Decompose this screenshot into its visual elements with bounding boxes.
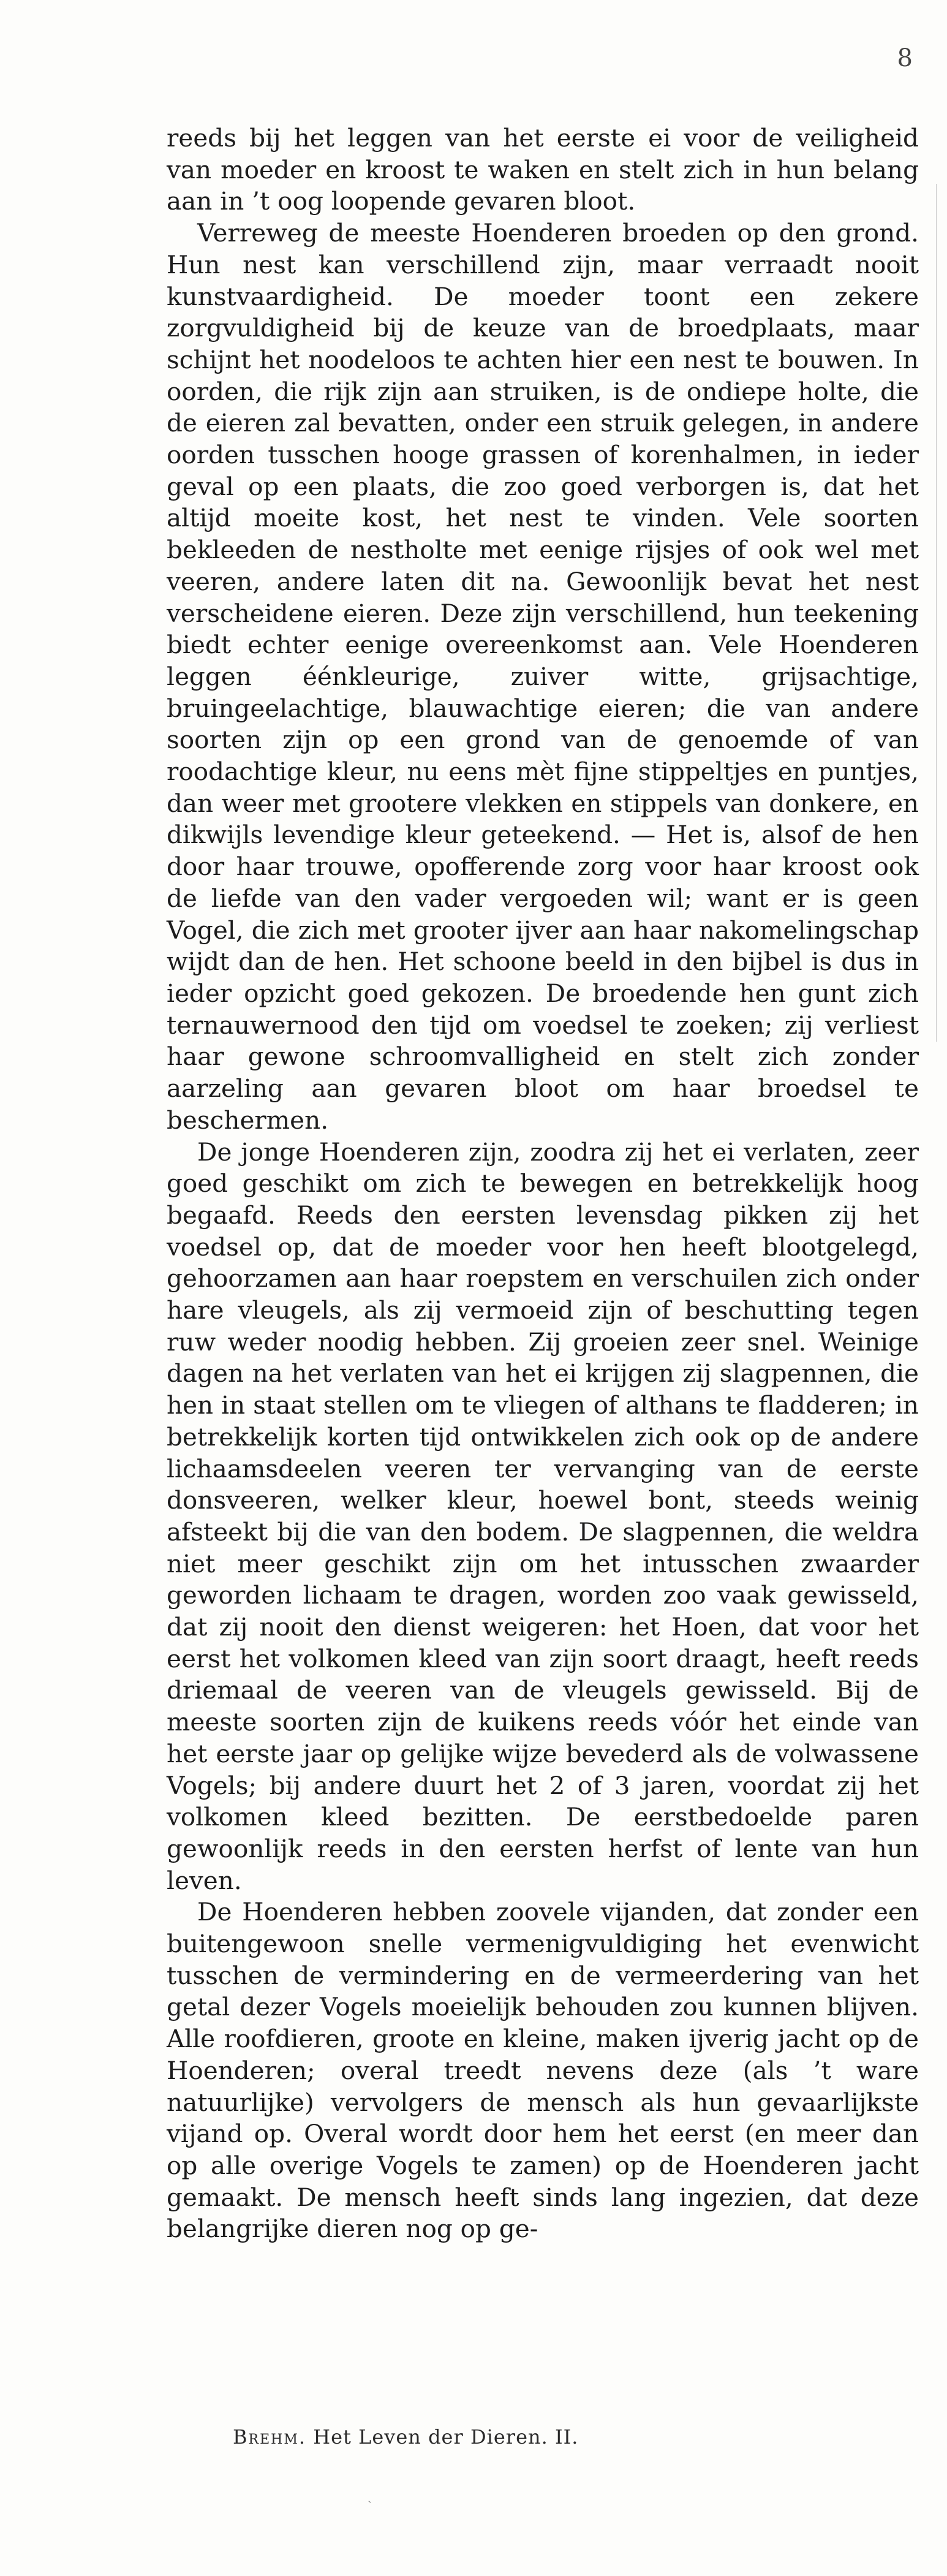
footer-signature bbox=[233, 2425, 578, 2449]
footer-volume: II. bbox=[554, 2425, 579, 2449]
paragraph-1: reeds bij het leggen van het eerste ei voor de veiligheid van moeder en kroost te waken en stelt zich in hun belang aan in ’t oog loopende gevaren bloot. bbox=[167, 123, 919, 216]
footer-author: Brehm. bbox=[233, 2425, 307, 2449]
paragraph-4: De Hoenderen hebben zoovele vijanden, dat zonder een buitengewoon snelle vermenigvuldiging het evenwicht tusschen de vermindering en de vermeerdering van het getal dezer Vogels moeielijk behouden zou kunnen blijven. Alle roofdieren, groote en kleine, maken ijverig jacht op de Hoenderen; overal treedt nevens deze (als ’t ware natuurlijke) vervolgers de mensch als hun gevaarlijkste vijand op. Overal wordt door hem het eerst (en meer dan op alle overige Vogels te zamen) op de Hoenderen jacht gemaakt. De mensch heeft sinds lang ingezien, dat deze belangrijke dieren nog op ge- bbox=[167, 1897, 919, 2244]
footer-title: Het Leven der Dieren. bbox=[313, 2425, 548, 2449]
text-column bbox=[167, 123, 919, 2245]
paragraph-2: Verreweg de meeste Hoenderen broeden op den grond. Hun nest kan verschillend zijn, maar verraadt nooit kunstvaardigheid. De moeder toont een zekere zorgvuldigheid bij de keuze van de broedplaats, maar schijnt het noodeloos te achten hier een nest te bouwen. In oorden, die rijk zijn aan struiken, is de ondiepe holte, die de eieren zal bevatten, onder een struik gelegen, in andere oorden tusschen hooge grassen of korenhalmen, in ieder geval op een plaats, die zoo goed verborgen is, dat het altijd moeite kost, het nest te vinden. Vele soorten bekleeden de nestholte met eenige rijsjes of ook wel met veeren, andere laten dit na. Gewoonlijk bevat het nest verscheidene eieren. Deze zijn verschillend, hun teekening biedt echter eenige overeenkomst aan. Vele Hoenderen leggen éénkleurige, zuiver witte, grijsachtige, bruingeelachtige, blauwachtige eieren; die van andere soorten zijn op een grond van de genoemde of van roodachtige kleur, nu eens mèt fijne stippeltjes en puntjes, dan weer met grootere vlekken en stippels van donkere, en dikwijls levendige kleur geteekend. — Het is, alsof de hen door haar trouwe, opofferende zorg voor haar kroost ook de liefde van den vader vergoeden wil; want er is geen Vogel, die zich met grooter ijver aan haar nakomelingschap wijdt dan de hen. Het schoone beeld in den bijbel is dus in ieder opzicht goed gekozen. De broedende hen gunt zich ternauwernood den tijd om voedsel te zoeken; zij verliest haar gewone schroomvalligheid en stelt zich zonder aarzeling aan gevaren bloot om haar broedsel te beschermen. bbox=[167, 218, 919, 1135]
paragraph-3: De jonge Hoenderen zijn, zoodra zij het ei verlaten, zeer goed geschikt om zich te bewegen en betrekkelijk hoog begaafd. Reeds den eersten levensdag pikken zij het voedsel op, dat de moeder voor hen heeft blootgelegd, gehoorzamen aan haar roepstem en verschuilen zich onder hare vleugels, als zij vermoeid zijn of beschutting tegen ruw weder noodig hebben. Zij groeien zeer snel. Weinige dagen na het verlaten van het ei krijgen zij slagpennen, die hen in staat stellen om te vliegen of althans te fladderen; in betrekkelijk korten tijd ontwikkelen zich ook op de andere lichaamsdeelen veeren ter vervanging van de eerste donsveeren, welker kleur, hoewel bont, steeds weinig afsteekt bij die van den bodem. De slagpennen, die weldra niet meer geschikt zijn om het intusschen zwaarder geworden lichaam te dragen, worden zoo vaak gewisseld, dat zij nooit den dienst weigeren: het Hoen, dat voor het eerst het volkomen kleed van zijn soort draagt, heeft reeds driemaal de veeren van de vleugels gewisseld. Bij de meeste soorten zijn de kuikens reeds vóór het einde van het eerste jaar op gelijke wijze bevederd als de volwassene Vogels; bij andere duurt het 2 of 3 jaren, voordat zij het volkomen kleed bezitten. De eerstbedoelde paren gewoonlijk reeds in den eersten herfst of lente van hun leven. bbox=[167, 1137, 919, 1895]
page-number: 8 bbox=[897, 44, 913, 72]
print-speck: ˏ bbox=[368, 2488, 372, 2504]
margin-rule bbox=[936, 184, 937, 1042]
